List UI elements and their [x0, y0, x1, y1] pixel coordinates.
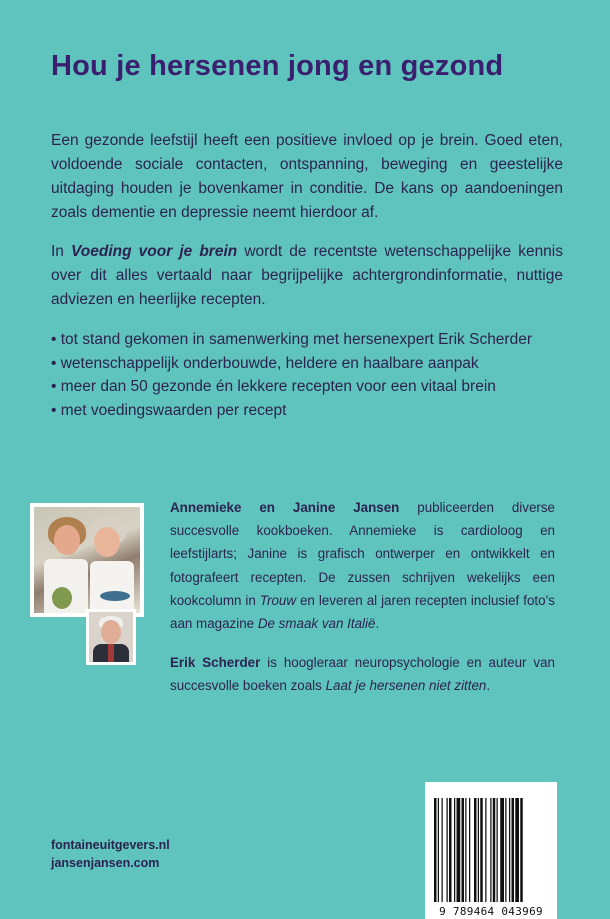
authors-names: Annemieke en Janine Jansen [170, 500, 400, 515]
book-description [51, 240, 563, 312]
list-item: • wetenschappelijk onderbouwde, heldere en haalbare aanpak [51, 352, 581, 376]
list-item: • met voedingswaarden per recept [51, 399, 581, 423]
expert-bio-text: is hoogleraar neuropsychologie en auteur van succesvolle boeken zoals [170, 655, 555, 694]
authors-bio-end: . [375, 616, 380, 632]
isbn-number: 9 789464 043969 [439, 905, 543, 918]
author-link[interactable]: jansenjansen.com [51, 856, 160, 870]
expert-name: Erik Scherder [170, 655, 261, 670]
list-item: • tot stand gekomen in samenwerking met hersenexpert Erik Scherder [51, 328, 581, 352]
authors-photo [30, 503, 144, 617]
publisher-links [51, 836, 170, 872]
description-suffix: wordt de recentste wetenschappelijke kennis over dit alles vertaald naar begrijpelijke achtergrondinformatie, nuttige adviezen en heerlijke recepten. [51, 243, 563, 308]
list-item: • meer dan 50 gezonde én lekkere recepten voor een vitaal brein [51, 375, 581, 399]
page-title: Hou je hersenen jong en gezond [51, 50, 504, 82]
expert-bio [170, 651, 555, 697]
authors-bio-text-2: en leveren al jaren recepten inclusief foto’s aan magazine [170, 592, 555, 632]
description-prefix: In [51, 243, 72, 260]
book-title: Voeding voor je brein [71, 243, 238, 260]
expert-book-title: Laat je hersenen niet zitten [325, 678, 487, 694]
barcode [425, 782, 557, 919]
barcode-icon [434, 798, 548, 902]
magazine-name: De smaak van Italië [257, 616, 376, 632]
expert-photo [86, 609, 136, 665]
expert-bio-end: . [486, 678, 491, 694]
feature-list [51, 328, 581, 422]
authors-bio-text: publiceerden diverse succesvolle kookboeken. Annemieke is cardioloog en leefstijlarts; Janine is grafisch ontwerper en ontwikkelt en fotografeert recepten. De zussen schrijven wekelijks een kookcolumn in [170, 500, 555, 608]
intro-paragraph: Een gezonde leefstijl heeft een positieve invloed op je brein. Goed eten, voldoende sociale contacten, ontspanning, beweging en geestelijke uitdaging houden je bovenkamer in conditie. De kans op aandoeningen zoals dementie en depressie neemt hierdoor af. [51, 132, 563, 221]
authors-bio [170, 496, 555, 635]
publisher-link[interactable]: fontaineuitgevers.nl [51, 838, 170, 852]
newspaper-name: Trouw [259, 592, 297, 608]
